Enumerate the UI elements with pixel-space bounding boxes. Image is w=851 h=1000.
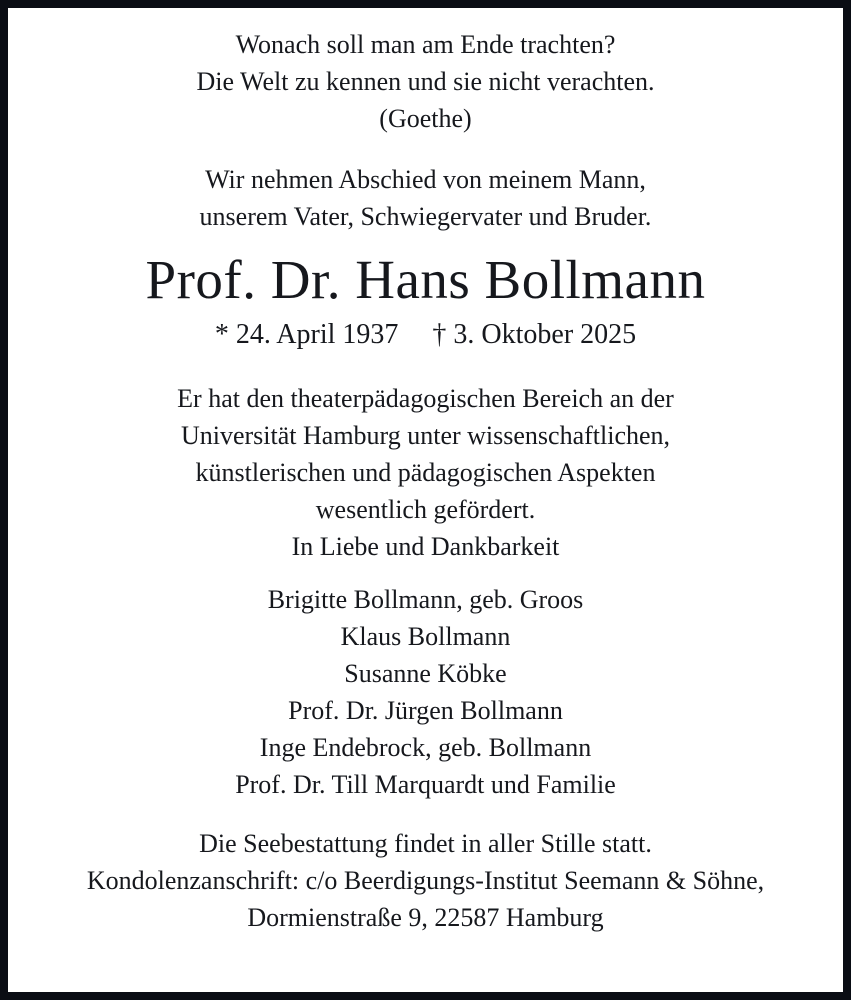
tribute-line-2: Universität Hamburg unter wissenschaftlichen, (180, 421, 671, 450)
mourner-name: Susanne Köbke (344, 659, 507, 688)
closing-line-1: Die Seebestattung findet in aller Stille statt. (199, 829, 652, 858)
birth-date: * 24. April 1937 (214, 319, 399, 350)
intro-line-1: Wir nehmen Abschied von meinem Mann, (205, 165, 646, 194)
tribute-line-1: Er hat den theaterpädagogischen Bereich an der (177, 384, 674, 413)
mourners-block (8, 581, 843, 803)
tribute-line-3: künstlerischen und pädagogischen Aspekten (195, 458, 656, 487)
mourner-name: Inge Endebrock, geb. Bollmann (259, 733, 592, 762)
intro-block (8, 161, 843, 235)
quote-line-2: Die Welt zu kennen und sie nicht verachten. (196, 67, 655, 96)
deceased-name: Prof. Dr. Hans Bollmann (145, 249, 706, 310)
quote-attribution: (Goethe) (379, 104, 472, 133)
closing-line-3: Dormienstraße 9, 22587 Hamburg (247, 903, 604, 932)
farewell-line: In Liebe und Dankbarkeit (291, 532, 560, 561)
quote-line-1: Wonach soll man am Ende trachten? (235, 30, 616, 59)
mourner-name: Prof. Dr. Till Marquardt und Familie (235, 770, 616, 799)
mourner-name: Prof. Dr. Jürgen Bollmann (288, 696, 563, 725)
closing-line-2: Kondolenzanschrift: c/o Beerdigungs-Institut Seemann & Söhne, (86, 866, 765, 895)
mourner-name: Brigitte Bollmann, geb. Groos (267, 585, 584, 614)
intro-line-2: unserem Vater, Schwiegervater und Bruder. (199, 202, 652, 231)
closing-block (8, 825, 843, 936)
tribute-line-4: wesentlich gefördert. (315, 495, 536, 524)
mourner-name: Klaus Bollmann (340, 622, 511, 651)
quote-block (8, 26, 843, 137)
life-dates (8, 316, 843, 354)
tribute-block (8, 380, 843, 528)
death-date: † 3. Oktober 2025 (432, 319, 637, 350)
